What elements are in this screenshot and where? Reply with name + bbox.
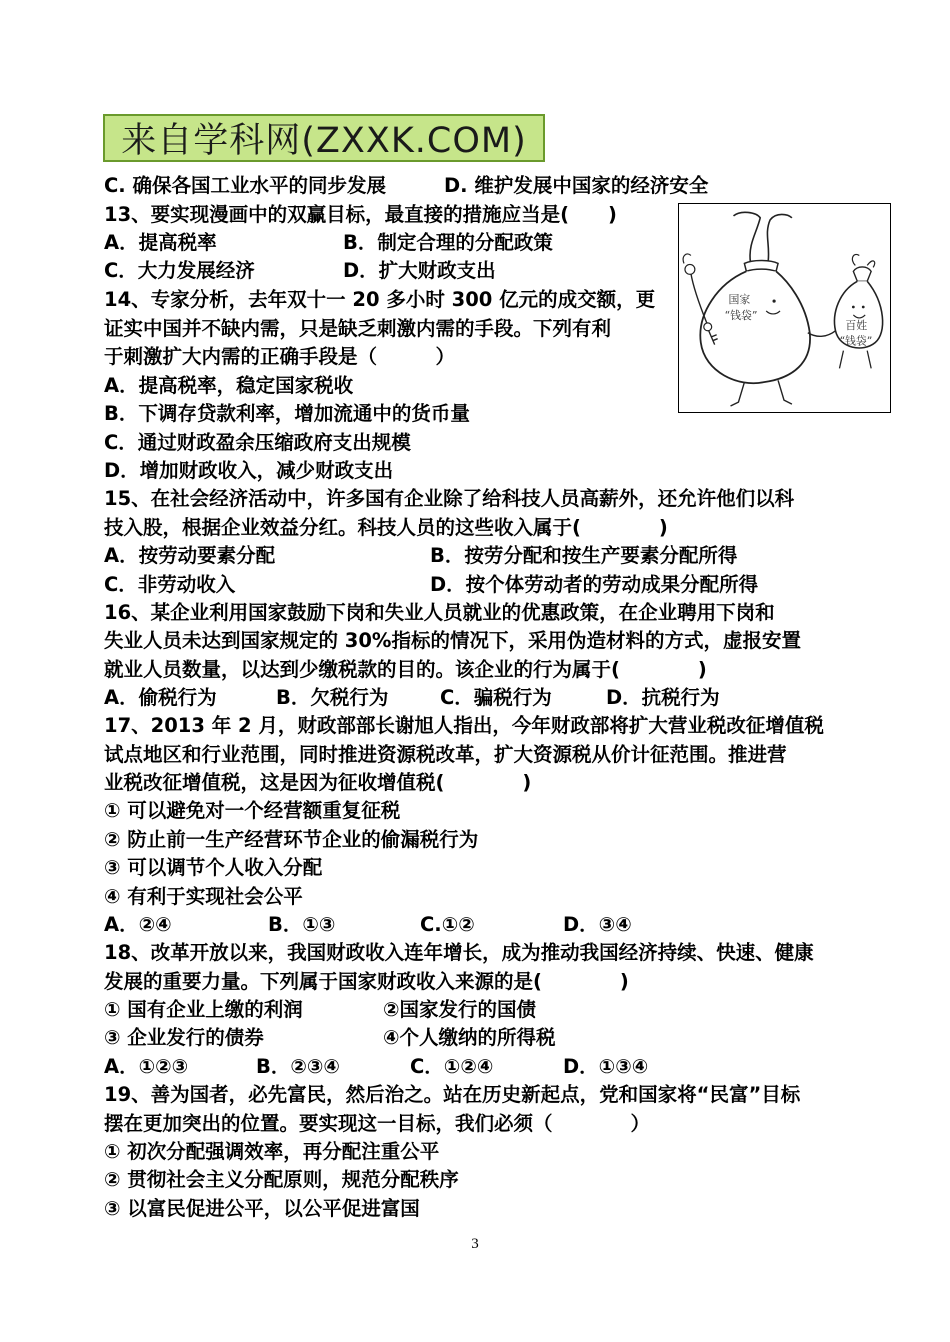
q14-option-b: B．下调存贷款利率，增加流通中的货币量 [104, 402, 470, 425]
q18-statement-3: ③ 企业发行的债券 [104, 1026, 264, 1049]
cartoon-drawing [679, 204, 890, 412]
q16-option-c: C．骗税行为 [440, 686, 552, 709]
q17-stem-line-1: 17、2013 年 2 月，财政部部长谢旭人指出，今年财政部将扩大营业税改征增值税 [104, 714, 824, 737]
q12-option-c: C. 确保各国工业水平的同步发展 [104, 174, 387, 197]
cartoon-label-people-1: 百姓 [845, 318, 868, 332]
q19-statement-2: ② 贯彻社会主义分配原则，规范分配秩序 [104, 1168, 459, 1191]
q17-statement-2: ② 防止前一生产经营环节企业的偷漏税行为 [104, 828, 479, 851]
q18-statement-2: ②国家发行的国债 [383, 998, 537, 1021]
q17-statement-1: ① 可以避免对一个经营额重复征税 [104, 799, 401, 822]
q16-stem-line-1: 16、某企业利用国家鼓励下岗和失业人员就业的优惠政策，在企业聘用下岗和 [104, 601, 775, 624]
q16-option-b: B．欠税行为 [276, 686, 389, 709]
q13-stem: 13、要实现漫画中的双赢目标，最直接的措施应当是( ) [104, 203, 617, 226]
q13-option-c: C．大力发展经济 [104, 259, 255, 282]
q19-statement-1: ① 初次分配强调效率，再分配注重公平 [104, 1140, 440, 1163]
q16-option-a: A．偷税行为 [104, 686, 217, 709]
q18-stem-line-1: 18、改革开放以来，我国财政收入连年增长，成为推动我国经济持续、快速、健康 [104, 941, 814, 964]
q17-option-b: B．①③ [268, 913, 336, 936]
q15-option-d: D．按个体劳动者的劳动成果分配所得 [430, 573, 759, 596]
q13-option-d: D．扩大财政支出 [343, 259, 496, 282]
q19-stem-line-2: 摆在更加突出的位置。要实现这一目标，我们必须（ ） [104, 1112, 651, 1135]
cartoon-label-state-2: “钱袋” [724, 308, 758, 322]
q18-option-b: B．②③④ [256, 1055, 340, 1078]
q18-option-a: A．①②③ [104, 1055, 189, 1078]
cartoon-label-state-1: 国家 [728, 293, 751, 307]
q14-option-d: D．增加财政收入，减少财政支出 [104, 459, 394, 482]
q18-stem-line-2: 发展的重要力量。下列属于国家财政收入来源的是( ) [104, 970, 629, 993]
q15-option-c: C．非劳动收入 [104, 573, 236, 596]
q13-option-b: B．制定合理的分配政策 [343, 231, 553, 254]
page-number: 3 [471, 1236, 479, 1252]
cartoon-label-people-2: “钱袋” [839, 334, 873, 348]
source-watermark-banner: 来自学科网(ZXXK.COM) [103, 114, 545, 162]
q17-option-c: C.①② [420, 913, 475, 936]
q17-statement-4: ④ 有利于实现社会公平 [104, 885, 303, 908]
q16-stem-line-2: 失业人员未达到国家规定的 30%指标的情况下，采用伪造材料的方式，虚报安置 [104, 629, 801, 652]
q18-statement-4: ④个人缴纳的所得税 [383, 1026, 556, 1049]
q14-stem-line-3: 于刺激扩大内需的正确手段是（ ） [104, 345, 456, 368]
q19-statement-3: ③ 以富民促进公平，以公平促进富国 [104, 1197, 420, 1220]
q15-stem-line-1: 15、在社会经济活动中，许多国有企业除了给科技人员高薪外，还允许他们以科 [104, 487, 795, 510]
q14-option-a: A．提高税率，稳定国家税收 [104, 374, 354, 397]
money-bag-cartoon [678, 203, 891, 413]
q18-statement-1: ① 国有企业上缴的利润 [104, 998, 303, 1021]
q15-stem-line-2: 技入股，根据企业效益分红。科技人员的这些收入属于( ) [104, 516, 668, 539]
q13-option-a: A．提高税率 [104, 231, 217, 254]
q16-stem-line-3: 就业人员数量，以达到少缴税款的目的。该企业的行为属于( ) [104, 658, 707, 681]
q12-option-d: D. 维护发展中国家的经济安全 [444, 174, 709, 197]
q15-option-b: B．按劳分配和按生产要素分配所得 [430, 544, 738, 567]
q17-option-d: D．③④ [563, 913, 632, 936]
q17-stem-line-2: 试点地区和行业范围，同时推进资源税改革，扩大资源税从价计征范围。推进营 [104, 743, 787, 766]
q15-option-a: A．按劳动要素分配 [104, 544, 276, 567]
q19-stem-line-1: 19、善为国者，必先富民，然后治之。站在历史新起点，党和国家将“民富”目标 [104, 1083, 801, 1106]
q18-option-c: C．①②④ [410, 1055, 494, 1078]
q17-option-a: A．②④ [104, 913, 172, 936]
q14-option-c: C．通过财政盈余压缩政府支出规模 [104, 431, 411, 454]
q17-statement-3: ③ 可以调节个人收入分配 [104, 856, 323, 879]
q14-stem-line-2: 证实中国并不缺内需，只是缺乏刺激内需的手段。下列有利 [104, 317, 612, 340]
q16-option-d: D．抗税行为 [606, 686, 720, 709]
q14-stem-line-1: 14、专家分析，去年双十一 20 多小时 300 亿元的成交额，更 [104, 288, 656, 311]
q18-option-d: D．①③④ [563, 1055, 649, 1078]
q17-stem-line-3: 业税改征增值税，这是因为征收增值税( ) [104, 771, 532, 794]
